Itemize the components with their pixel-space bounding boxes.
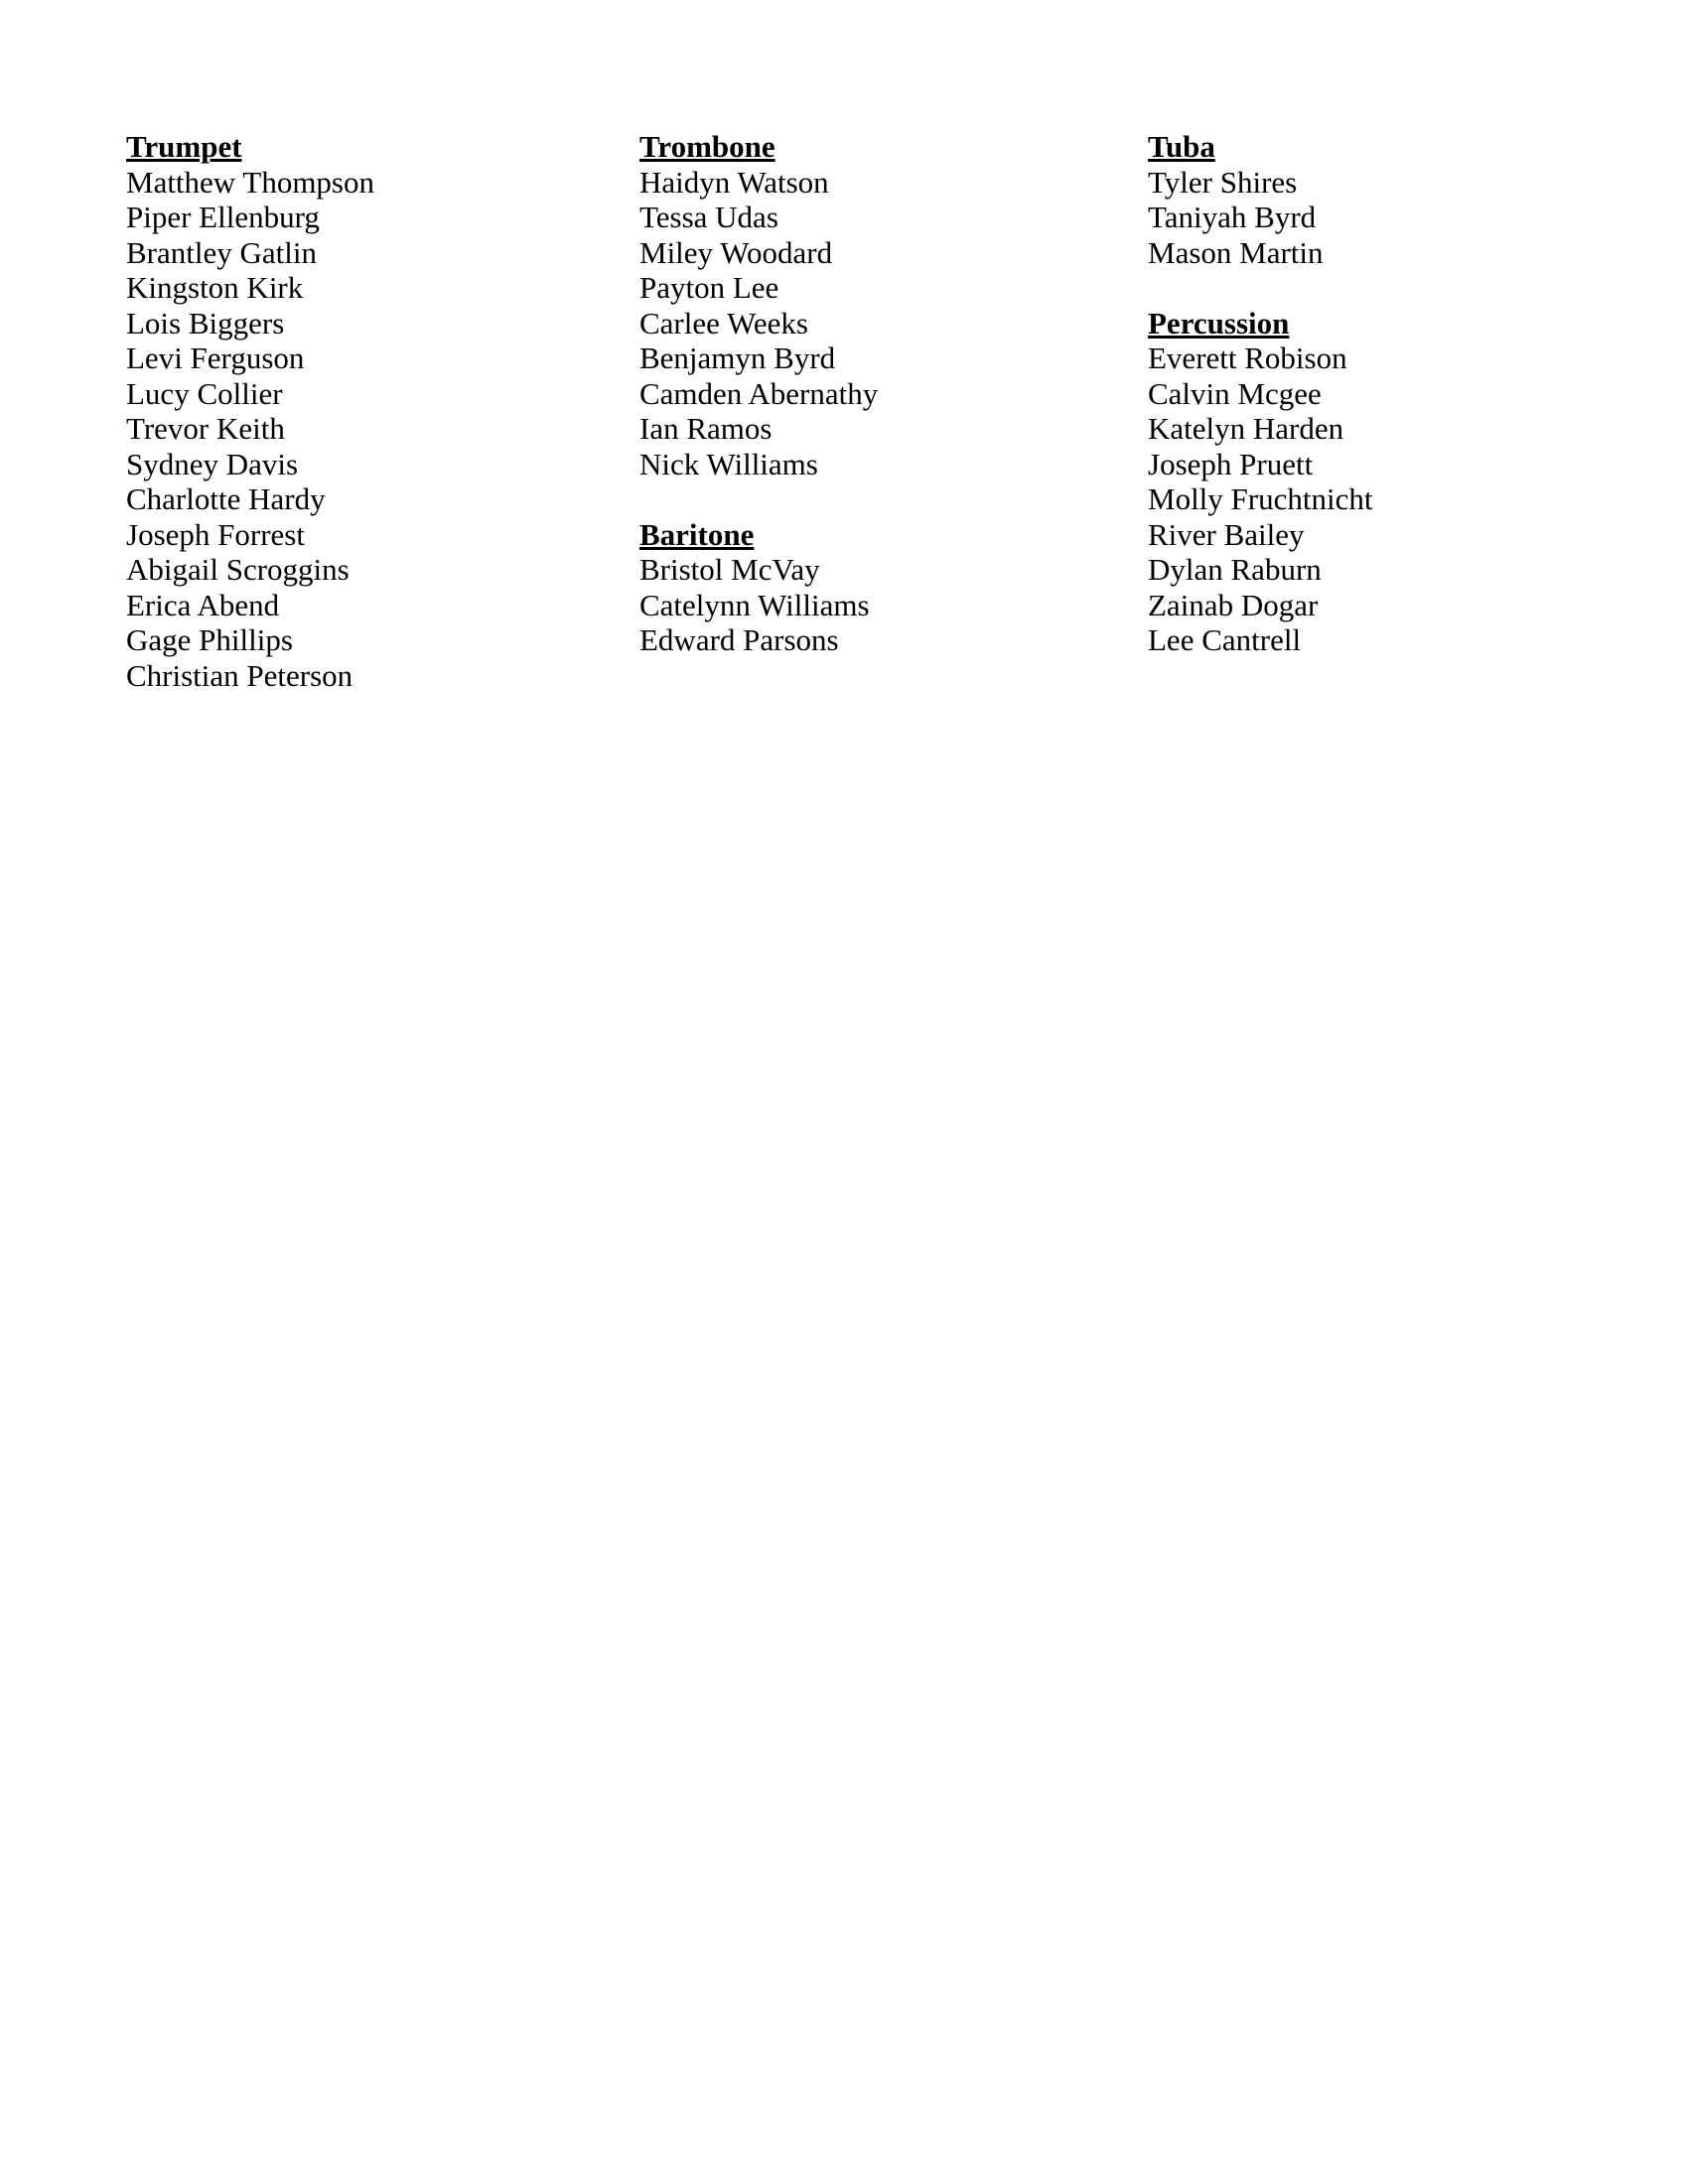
instrument-section: [639, 129, 1116, 481]
roster-column-1: [126, 129, 603, 693]
member-name: Edward Parsons: [639, 622, 839, 657]
member-name: Katelyn Harden: [1148, 411, 1344, 446]
member-name: Calvin Mcgee: [1148, 375, 1322, 411]
member-name: Charlotte Hardy: [126, 481, 326, 516]
member-name: Camden Abernathy: [639, 375, 879, 411]
section-title: Trombone: [639, 129, 775, 164]
member-name: Taniyah Byrd: [1148, 200, 1317, 234]
member-name: Everett Robison: [1148, 341, 1347, 375]
section-title: Baritone: [639, 516, 755, 552]
member-name: Tyler Shires: [1148, 164, 1298, 200]
member-name: Molly Fruchtnicht: [1148, 481, 1373, 516]
section-title: Trumpet: [126, 129, 242, 164]
member-name: Nick Williams: [639, 446, 818, 481]
member-name: Carlee Weeks: [639, 305, 808, 341]
member-name: Mason Martin: [1148, 234, 1324, 270]
member-name: Trevor Keith: [126, 411, 285, 446]
instrument-section: [1148, 129, 1624, 270]
member-name: Haidyn Watson: [639, 164, 829, 200]
member-name: Joseph Pruett: [1148, 446, 1314, 481]
member-name: Brantley Gatlin: [126, 234, 317, 270]
member-name: Levi Ferguson: [126, 341, 305, 375]
member-name: River Bailey: [1148, 516, 1305, 552]
member-name: Zainab Dogar: [1148, 587, 1319, 622]
member-name: Christian Peterson: [126, 657, 353, 693]
member-name: Benjamyn Byrd: [639, 341, 836, 375]
member-name: Matthew Thompson: [126, 164, 374, 200]
member-name: Lee Cantrell: [1148, 622, 1302, 657]
section-title: Percussion: [1148, 305, 1290, 341]
roster-column-3: [1148, 129, 1624, 658]
member-name: Lucy Collier: [126, 375, 283, 411]
member-name: Abigail Scroggins: [126, 552, 350, 587]
section-title: Tuba: [1148, 129, 1215, 164]
member-name: Payton Lee: [639, 270, 779, 305]
member-name: Kingston Kirk: [126, 270, 304, 305]
member-name: Dylan Raburn: [1148, 552, 1322, 587]
member-name: Tessa Udas: [639, 200, 778, 234]
member-name: Bristol McVay: [639, 552, 820, 587]
member-name: Gage Phillips: [126, 622, 293, 657]
member-name: Miley Woodard: [639, 234, 833, 270]
roster-column-2: [639, 129, 1116, 658]
member-name: Ian Ramos: [639, 411, 773, 446]
instrument-section: [639, 517, 1116, 658]
member-name: Catelynn Williams: [639, 587, 870, 622]
instrument-section: [1148, 306, 1624, 658]
member-name: Sydney Davis: [126, 446, 299, 481]
instrument-section: [126, 129, 603, 693]
member-name: Lois Biggers: [126, 305, 285, 341]
member-name: Piper Ellenburg: [126, 200, 320, 234]
member-name: Joseph Forrest: [126, 516, 305, 552]
member-name: Erica Abend: [126, 587, 280, 622]
